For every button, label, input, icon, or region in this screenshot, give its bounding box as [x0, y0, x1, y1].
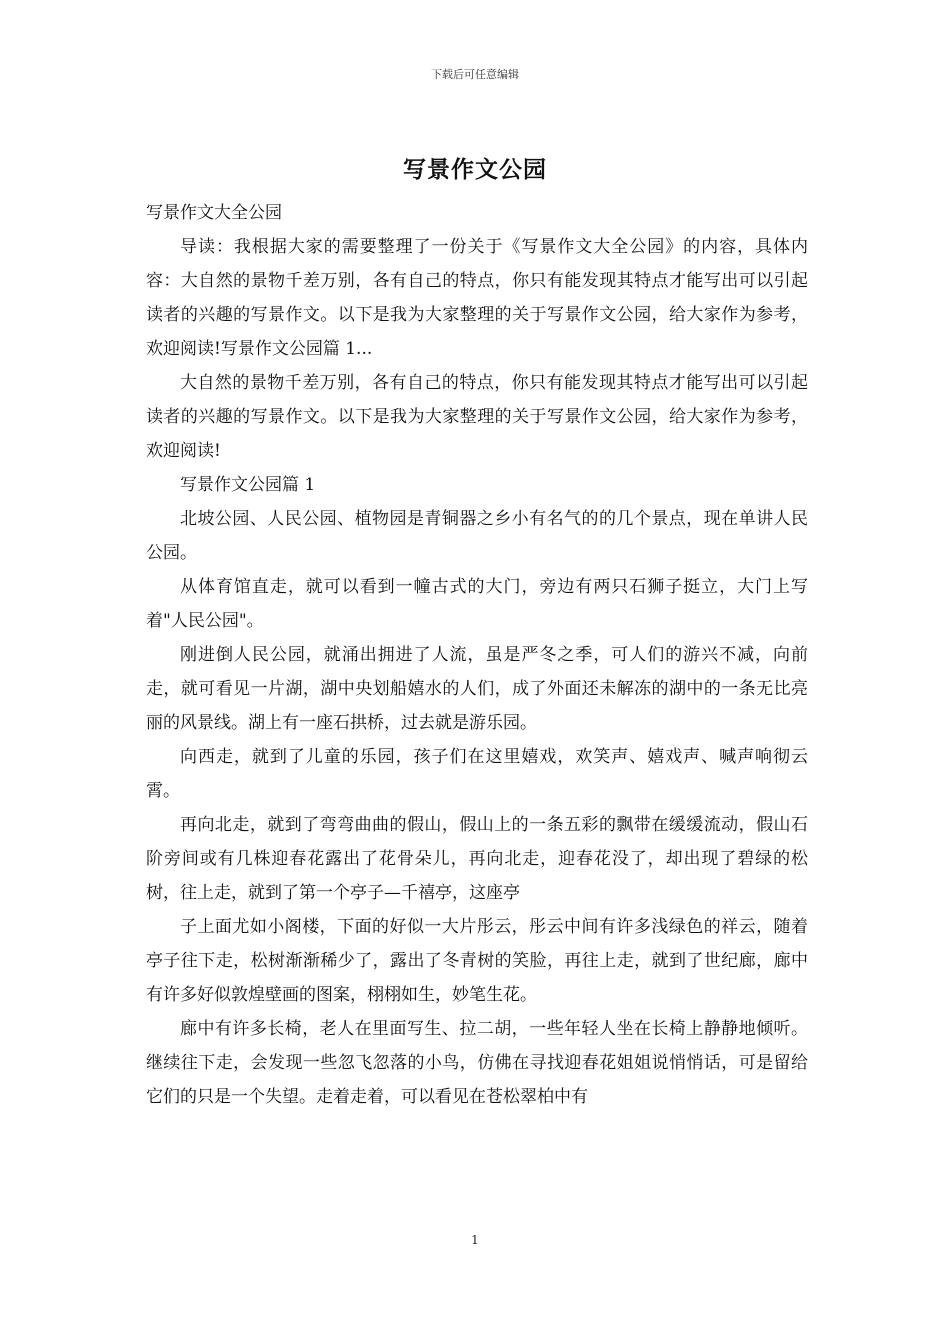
document-subtitle: 写景作文大全公园	[146, 203, 282, 223]
page-number: 1	[471, 1233, 479, 1247]
paragraph: 再向北走，就到了弯弯曲曲的假山，假山上的一条五彩的飘带在缓缓流动，假山石阶旁间或有几株迎春花露出了花骨朵儿，再向北走，迎春花没了，却出现了碧绿的松树，往上走，就到了第一个亭子—千禧亭，这座亭	[146, 815, 808, 903]
paragraph: 刚进倒人民公园，就涌出拥进了人流，虽是严冬之季，可人们的游兴不减，向前走，就可看见一片湖，湖中央划船嬉水的人们，成了外面还未解冻的湖中的一条无比亮丽的风景线。湖上有一座石拱桥，过去就是游乐园。	[146, 645, 808, 733]
paragraph: 廊中有许多长椅，老人在里面写生、拉二胡，一些年轻人坐在长椅上静静地倾听。继续往下走，会发现一些忽飞忽落的小鸟，仿佛在寻找迎春花姐姐说悄悄话，可是留给它们的只是一个失望。走着走着，可以看见在苍松翠柏中有	[146, 1019, 808, 1107]
paragraph: 向西走，就到了儿童的乐园，孩子们在这里嬉戏，欢笑声、嬉戏声、喊声响彻云霄。	[146, 747, 808, 801]
paragraph: 北坡公园、人民公园、植物园是青铜器之乡小有名气的的几个景点，现在单讲人民公园。	[146, 509, 808, 563]
page-header-note: 下载后可任意编辑	[431, 68, 519, 81]
paragraph: 子上面尤如小阁楼，下面的好似一大片彤云，彤云中间有许多浅绿色的祥云，随着亭子往下走，松树渐渐稀少了，露出了冬青树的笑脸，再往上走，就到了世纪廊，廊中有许多好似敦煌壁画的图案，栩栩如生，妙笔生花。	[146, 917, 808, 1005]
paragraph-intro: 导读：我根据大家的需要整理了一份关于《写景作文大全公园》的内容，具体内容：大自然的景物千差万别，各有自己的特点，你只有能发现其特点才能写出可以引起读者的兴趣的写景作文。以下是我为大家整理的关于写景作文公园，给大家作为参考，欢迎阅读!写景作文公园篇 1...	[146, 237, 808, 359]
section-heading: 写景作文公园篇 1	[180, 475, 316, 495]
paragraph: 大自然的景物千差万别，各有自己的特点，你只有能发现其特点才能写出可以引起读者的兴趣的写景作文。以下是我为大家整理的关于写景作文公园，给大家作为参考，欢迎阅读!	[146, 373, 808, 461]
document-body	[146, 196, 808, 1114]
document-title: 写景作文公园	[403, 156, 547, 183]
paragraph: 从体育馆直走，就可以看到一幢古式的大门，旁边有两只石狮子挺立，大门上写着"人民公园"。	[146, 577, 808, 631]
